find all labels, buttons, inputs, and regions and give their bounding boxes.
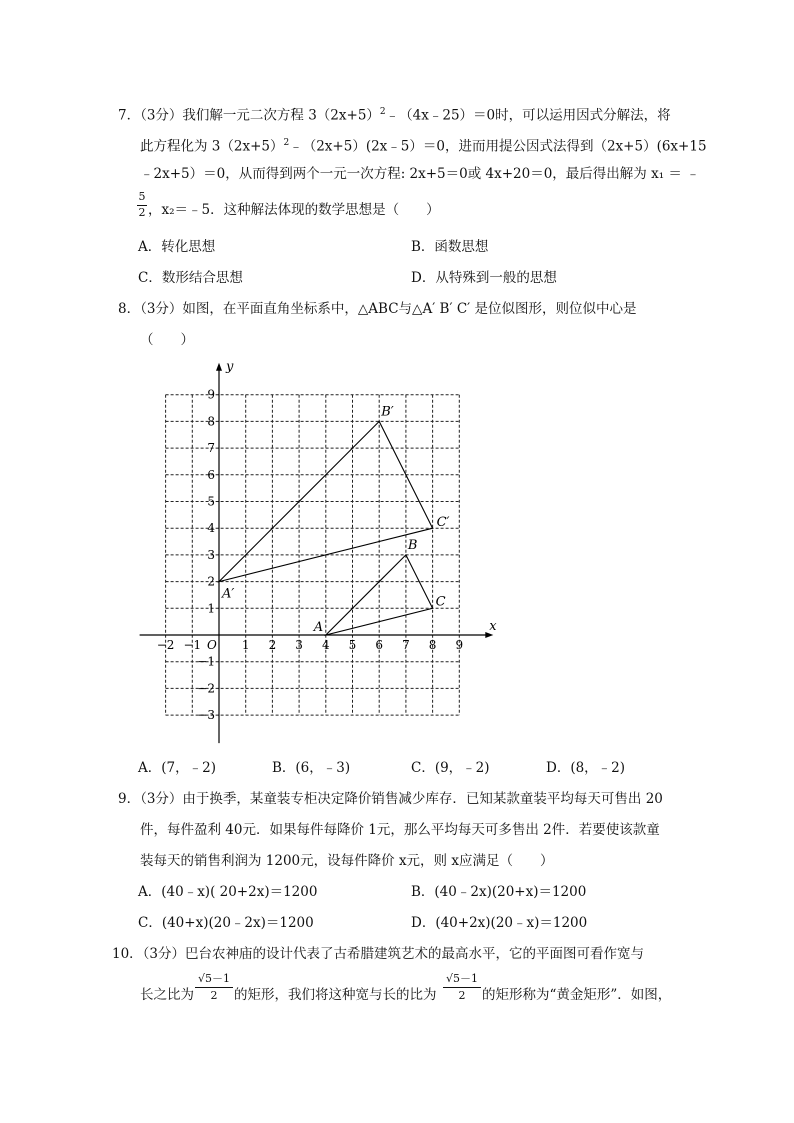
x-tick-label: −2 <box>156 638 175 652</box>
q10-frac2-den: 2 <box>458 989 466 1002</box>
q7-line2 <box>140 134 707 156</box>
y-tick-label: −1 <box>197 654 215 669</box>
q10-frac1-den: 2 <box>210 989 218 1002</box>
point-labels <box>221 404 450 635</box>
q9-option-d[interactable]: D．(40+2x)(20﹣x)＝1200 <box>411 915 588 931</box>
x-axis-label: x <box>489 619 497 634</box>
axes <box>140 360 498 743</box>
y-axis-arrow <box>216 363 222 371</box>
q7-sup2: 2 <box>283 138 290 148</box>
y-tick-label: 3 <box>207 547 215 562</box>
y-tick-label: 4 <box>207 521 215 536</box>
q9-line3: 装每天的销售利润为 1200元，设每件降价 x元，则 x应满足（ ） <box>140 853 554 869</box>
q10-frac1-num: √5－1 <box>197 972 230 985</box>
q7-frac-den: 2 <box>138 206 146 219</box>
q9-option-c[interactable]: C．(40+x)(20﹣2x)＝1200 <box>138 915 314 931</box>
point-label: C′ <box>436 515 450 531</box>
q7-line1-text: 7．（3分）我们解一元二次方程 3（2x+5） <box>118 107 380 124</box>
x-tick-label: 8 <box>428 638 437 652</box>
q7-option-a[interactable]: A．转化思想 <box>138 239 216 255</box>
y-tick-label: 1 <box>207 601 215 616</box>
q7-sup1: 2 <box>379 107 386 117</box>
y-tick-label: −2 <box>197 681 215 696</box>
x-tick-label: 6 <box>375 638 384 652</box>
q7-frac-num: 5 <box>138 190 146 203</box>
q10-line1: 10．（3分）巴台农神庙的设计代表了古希腊建筑艺术的最高水平，它的平面图可看作宽与 <box>112 946 645 962</box>
y-tick-label: 8 <box>207 414 215 429</box>
x-tick-label: 1 <box>241 638 250 652</box>
y-tick-label: 9 <box>207 387 215 402</box>
x-tick-label: 7 <box>402 638 410 652</box>
q10-line2c: 的矩形称为“黄金矩形”．如图， <box>482 987 672 1003</box>
q10-line2b: 的矩形，我们将这种宽与长的比为 <box>234 987 437 1003</box>
y-tick-label: 6 <box>207 467 215 482</box>
q7-line1 <box>118 103 671 125</box>
q7-option-d[interactable]: D．从特殊到一般的思想 <box>411 270 557 286</box>
y-axis-label: y <box>226 359 234 375</box>
x-tick-label: 2 <box>268 638 277 652</box>
q7-line1b: ﹣（4x﹣25）＝0时，可以运用因式分解法，将 <box>385 107 671 124</box>
q8-option-c[interactable]: C．(9，﹣2) <box>411 760 490 776</box>
q7-option-c[interactable]: C．数形结合思想 <box>138 270 243 286</box>
q9-line2: 件，每件盈利 40元．如果每件每降价 1元，那么平均每天可多售出 2件．若要使该款童 <box>140 822 660 838</box>
origin-label: O <box>207 638 217 652</box>
point-label: A <box>313 620 324 635</box>
q8-option-d[interactable]: D．(8，﹣2) <box>546 760 626 776</box>
y-tick-label: 2 <box>207 574 215 589</box>
y-tick-label: −3 <box>197 708 215 723</box>
x-tick-label: 5 <box>348 638 357 652</box>
q7-line2b: ﹣（2x+5）(2x﹣5）＝0，进而用提公因式法得到（2x+5）(6x+15 <box>289 138 707 155</box>
point-label: B′ <box>381 404 394 420</box>
q8-option-a[interactable]: A．(7，﹣2) <box>138 760 216 776</box>
y-tick-label: 5 <box>207 494 215 509</box>
q7-line4: ，x₂＝﹣5．这种解法体现的数学思想是（ ） <box>148 202 440 218</box>
q9-line1: 9．（3分）由于换季，某童装专柜决定降价销售减少库存．已知某款童装平均每天可售出 20 <box>118 791 663 807</box>
point-label: C <box>435 594 446 610</box>
q10-frac1-bar <box>195 987 233 988</box>
x-tick-label: 9 <box>455 638 464 652</box>
q8-line2: （ ） <box>140 332 194 348</box>
x-tick-label: 4 <box>321 638 330 652</box>
q7-line2a: 此方程化为 3（2x+5） <box>140 138 284 155</box>
q9-option-b[interactable]: B．(40﹣2x)(20+x)＝1200 <box>411 884 587 900</box>
q7-line3: ﹣2x+5）＝0，从而得到两个一元一次方程: 2x+5＝0或 4x+20＝0，最后得出解为 x₁ ＝ ﹣ <box>140 166 700 182</box>
q8-line1: 8．（3分）如图，在平面直角坐标系中，△ABC与△A′ B′ C′ 是位似图形，则位似中心是 <box>118 301 637 317</box>
q8-option-b[interactable]: B．(6，﹣3) <box>272 760 351 776</box>
x-tick-label: −1 <box>183 638 202 652</box>
x-tick-label: 3 <box>295 638 303 652</box>
q10-frac2-bar <box>443 987 481 988</box>
q10-line2a: 长之比为 <box>140 987 194 1003</box>
point-label: B <box>407 537 418 553</box>
point-label: A′ <box>222 586 235 602</box>
q9-option-a[interactable]: A．(40﹣x)( 20+2x)＝1200 <box>138 884 318 900</box>
y-tick-label: 7 <box>207 441 215 456</box>
q7-option-b[interactable]: B．函数思想 <box>411 239 489 255</box>
q10-frac2-num: √5－1 <box>445 972 478 985</box>
coordinate-graph <box>0 355 794 765</box>
